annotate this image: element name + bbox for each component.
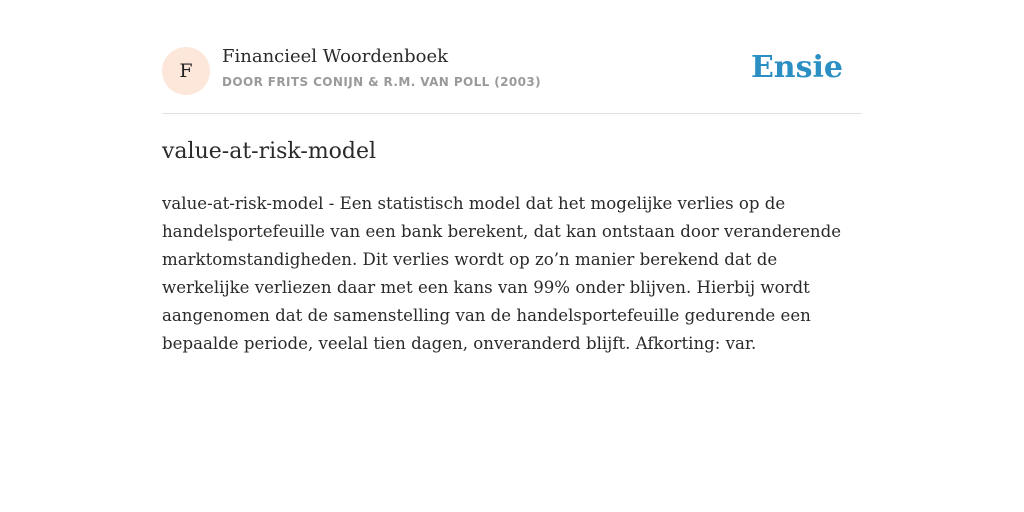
source-author: DOOR FRITS CONIJN & R.M. VAN POLL (2003)	[222, 75, 542, 89]
source-avatar: F	[162, 47, 210, 95]
source-title[interactable]: Financieel Woordenboek	[222, 46, 449, 67]
source-header	[162, 0, 862, 114]
entry-definition: value-at-risk-model - Een statistisch model dat het mogelijke verlies op de handelsportefeuille van een bank berekent, dat kan ontstaan door veranderende marktomstandigheden. Dit verlies wordt op zo’n manier berekend dat de werkelijke verliezen daar met een kans van 99% onder blijven. Hierbij wordt aangenomen dat de samenstelling van de handelsportefeuille gedurende een bepaalde periode, veelal tien dagen, onveranderd blijft. Afkorting: var.	[162, 194, 842, 353]
entry-card	[162, 0, 862, 353]
ensie-logo[interactable]: Ensie	[750, 50, 843, 85]
entry-term: value-at-risk-model	[162, 139, 377, 164]
